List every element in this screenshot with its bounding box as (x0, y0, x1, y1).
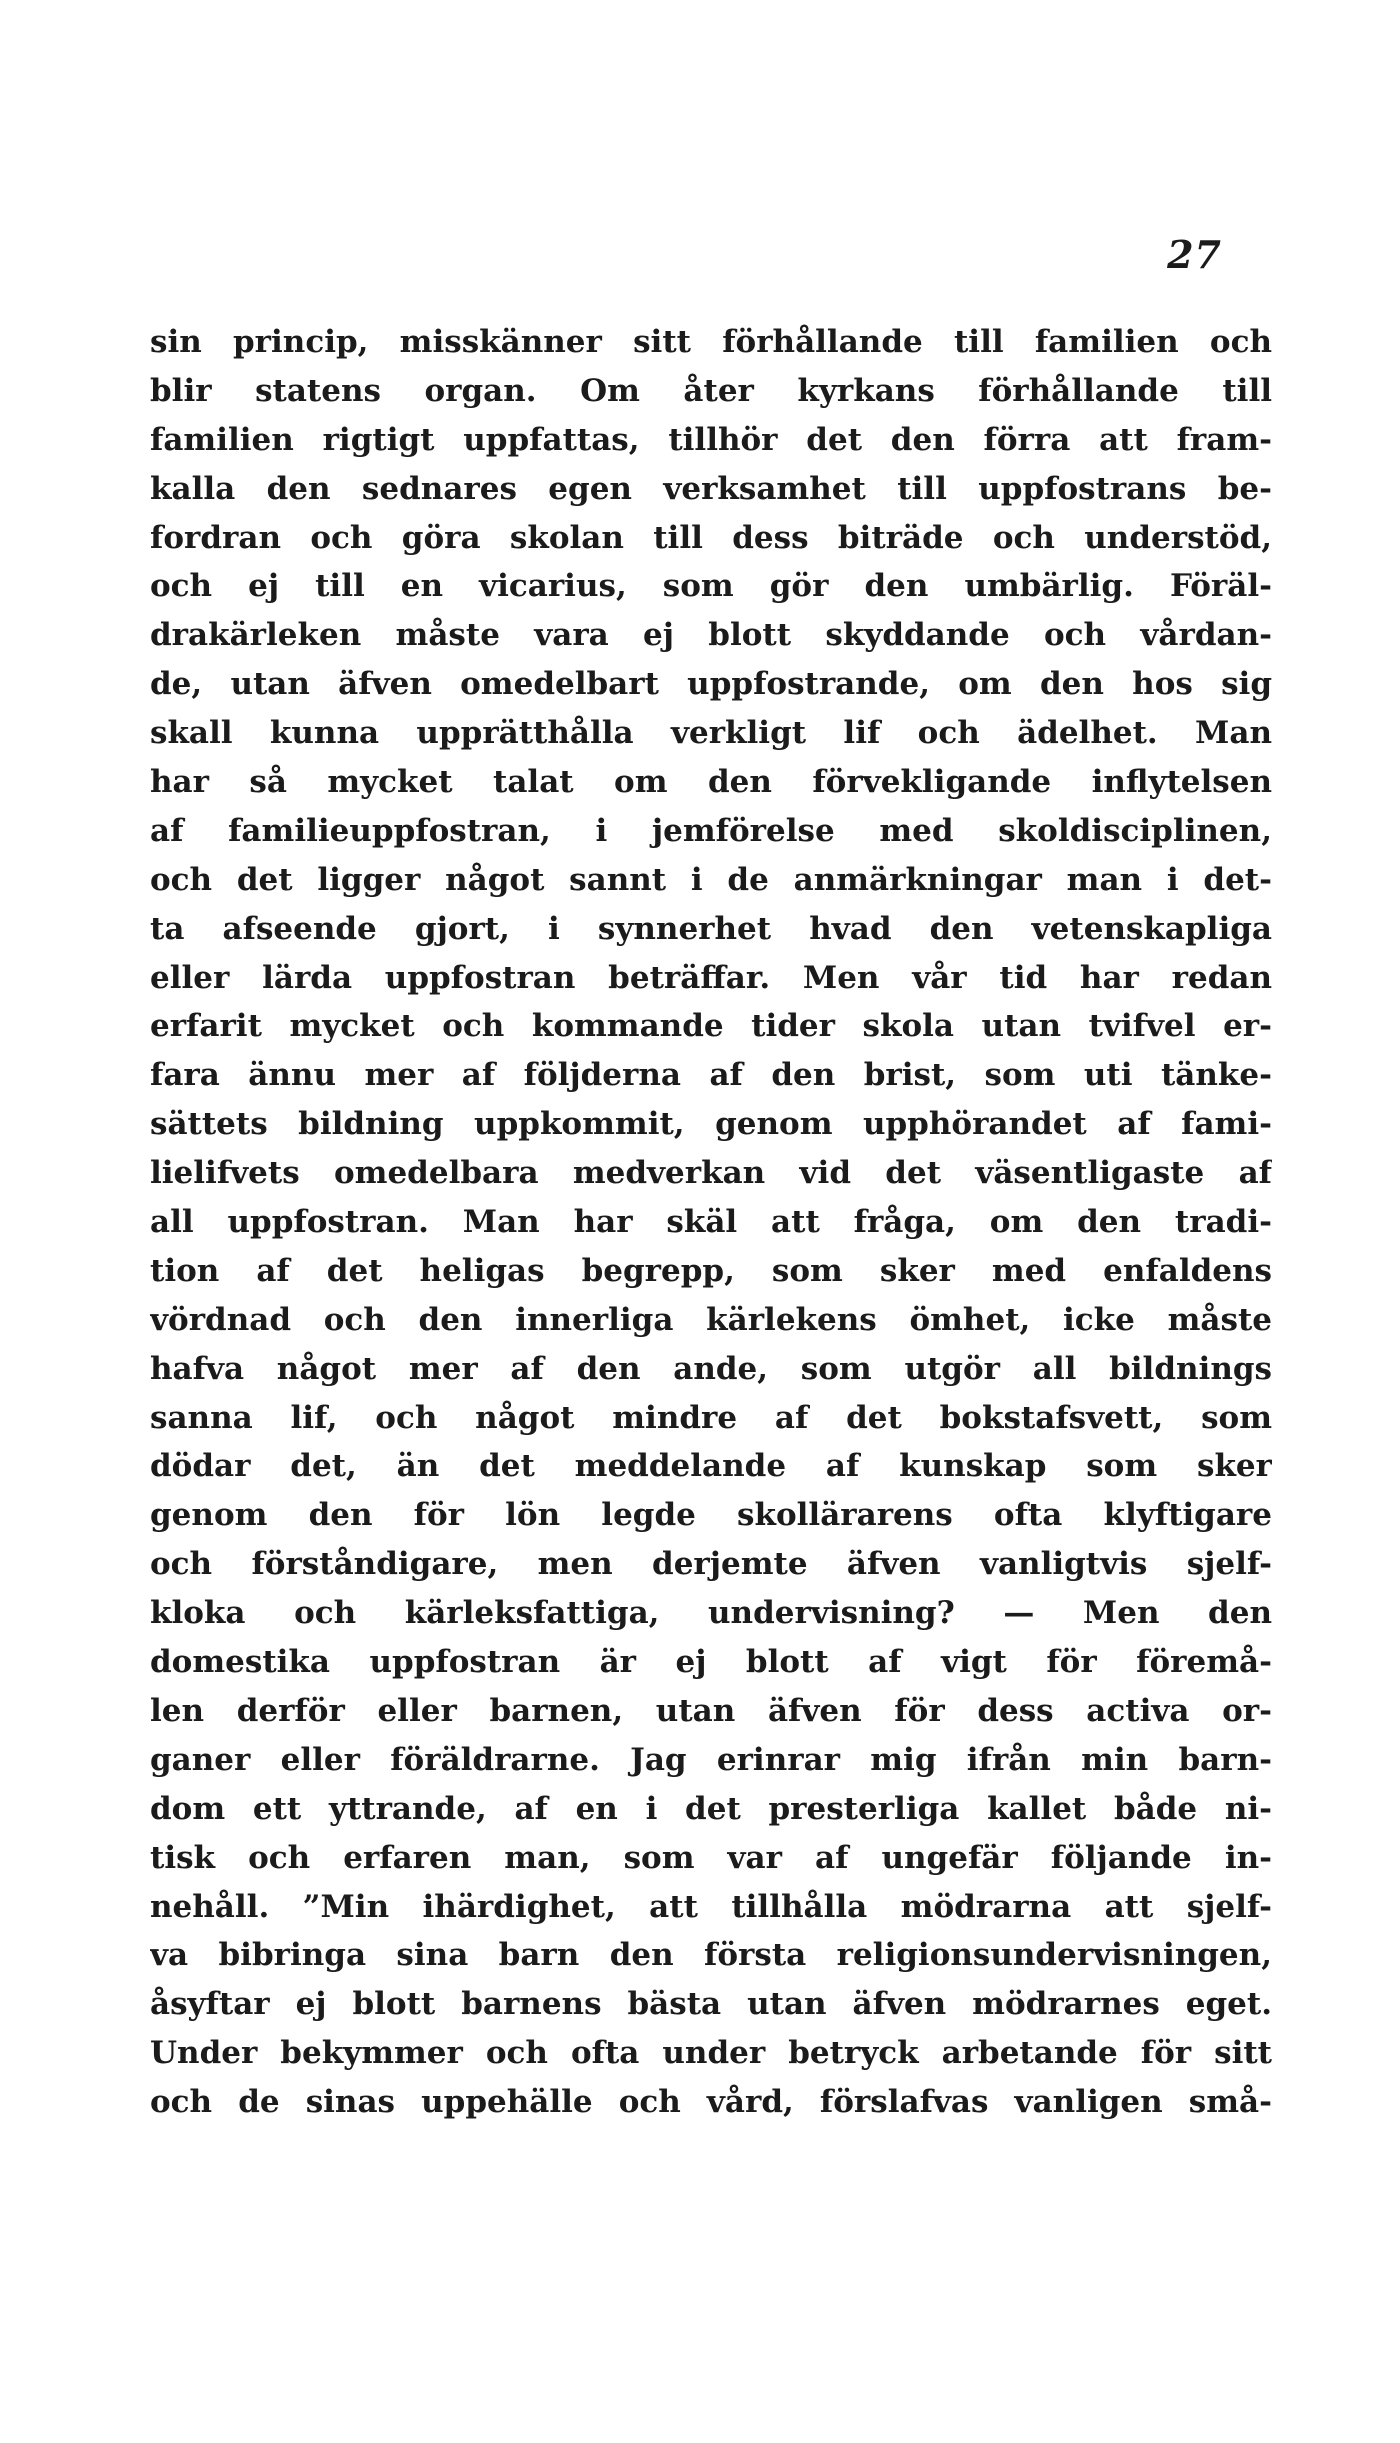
text-line: af familieuppfostran, i jemförelse med skoldisciplinen, (150, 812, 1272, 849)
text-line: familien rigtigt uppfattas, tillhör det den förra att fram- (150, 421, 1272, 458)
text-line: va bibringa sina barn den första religionsundervisningen, (150, 1937, 1272, 1974)
text-line: domestika uppfostran är ej blott af vigt för föremå- (150, 1644, 1272, 1681)
text-line: skall kunna upprätthålla verkligt lif och ädelhet. Man (150, 715, 1272, 752)
text-line: tion af det heligas begrepp, som sker med enfaldens (150, 1252, 1272, 1289)
text-line: len derför eller barnen, utan äfven för dess activa or- (150, 1692, 1272, 1729)
text-line: och ej till en vicarius, som gör den umbärlig. Föräl- (150, 568, 1272, 605)
body-text (150, 318, 1272, 2127)
text-line: sättets bildning uppkommit, genom upphörandet af fami- (150, 1106, 1272, 1143)
text-line: lielifvets omedelbara medverkan vid det väsentligaste af (150, 1155, 1272, 1192)
text-line: eller lärda uppfostran beträffar. Men vår tid har redan (150, 959, 1272, 996)
text-line: nehåll. ”Min ihärdighet, att tillhålla mödrarna att sjelf- (150, 1888, 1272, 1925)
text-line: fordran och göra skolan till dess biträde och understöd, (150, 519, 1272, 556)
text-line: och det ligger något sannt i de anmärkningar man i det- (150, 861, 1272, 898)
text-line: och de sinas uppehälle och vård, förslafvas vanligen små- (150, 2084, 1272, 2121)
text-line: genom den för lön legde skollärarens ofta klyftigare (150, 1497, 1272, 1534)
text-line: ganer eller föräldrarne. Jag erinrar mig ifrån min barn- (150, 1741, 1272, 1778)
text-line: kalla den sednares egen verksamhet till uppfostrans be- (150, 470, 1272, 507)
text-line: Under bekymmer och ofta under betryck arbetande för sitt (150, 2035, 1272, 2072)
text-line: kloka och kärleksfattiga, undervisning? — Men den (150, 1595, 1272, 1632)
text-line: vördnad och den innerliga kärlekens ömhet, icke måste (150, 1301, 1272, 1338)
text-line: drakärleken måste vara ej blott skyddande och vårdan- (150, 617, 1272, 654)
page-number: 27 (1167, 232, 1222, 277)
text-line: all uppfostran. Man har skäl att fråga, om den tradi- (150, 1204, 1272, 1241)
text-line: åsyftar ej blott barnens bästa utan äfven mödrarnes eget. (150, 1986, 1272, 2023)
text-line: fara ännu mer af följderna af den brist, som uti tänke- (150, 1057, 1272, 1094)
text-line: och förståndigare, men derjemte äfven vanligtvis sjelf- (150, 1546, 1272, 1583)
text-line: har så mycket talat om den förvekligande inflytelsen (150, 764, 1272, 801)
text-line: erfarit mycket och kommande tider skola utan tvifvel er- (150, 1008, 1272, 1045)
text-line: hafva något mer af den ande, som utgör all bildnings (150, 1350, 1272, 1387)
text-line: sin princip, misskänner sitt förhållande till familien och (150, 324, 1272, 360)
text-line: ta afseende gjort, i synnerhet hvad den vetenskapliga (150, 910, 1272, 947)
text-line: tisk och erfaren man, som var af ungefär följande in- (150, 1839, 1272, 1876)
text-line: de, utan äfven omedelbart uppfostrande, om den hos sig (150, 666, 1272, 703)
text-line: blir statens organ. Om åter kyrkans förhållande till (150, 372, 1272, 409)
text-line: dödar det, än det meddelande af kunskap som sker (150, 1448, 1272, 1485)
text-line: sanna lif, och något mindre af det bokstafsvett, som (150, 1399, 1272, 1436)
text-line: dom ett yttrande, af en i det presterliga kallet både ni- (150, 1790, 1272, 1827)
